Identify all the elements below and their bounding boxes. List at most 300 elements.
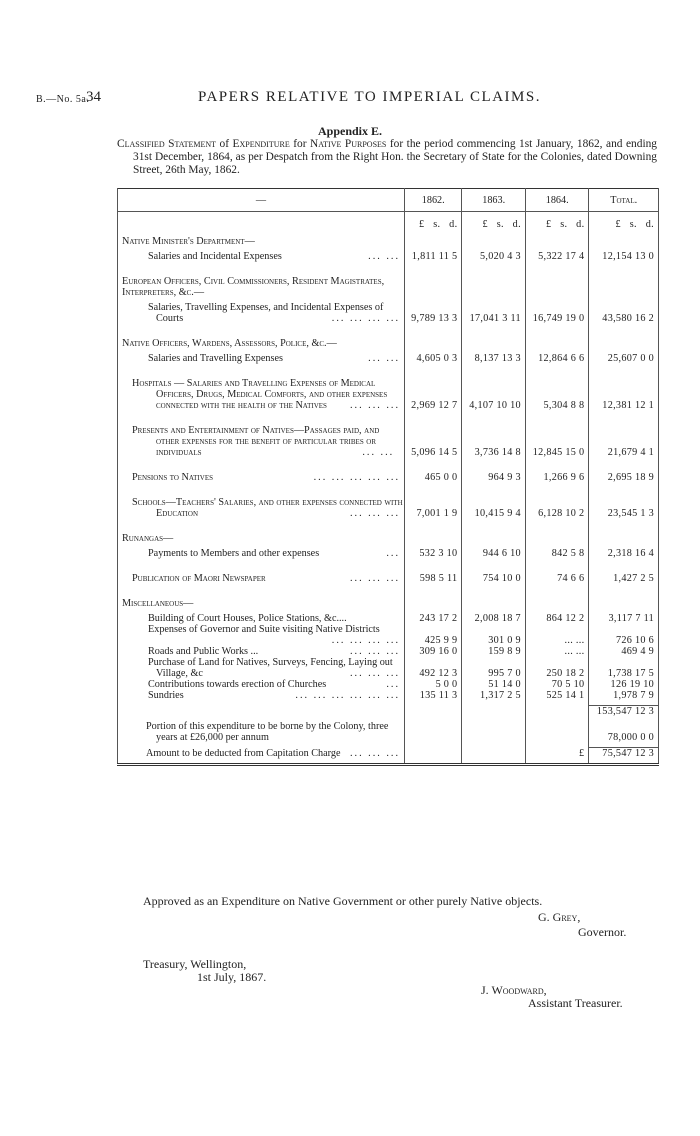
amount-cell: [525, 613, 589, 624]
empty-cell: [405, 338, 462, 349]
amount-cell: [525, 721, 589, 743]
amount-value: 25,607 0 0: [607, 353, 654, 364]
amount-cell: [462, 657, 526, 679]
spacer-cell: [589, 411, 659, 425]
amount-value: 51 14 0: [488, 679, 521, 690]
spacer-cell: [118, 364, 405, 378]
spacer-cell: [589, 584, 659, 598]
amount-cell: [405, 679, 462, 690]
row-label-text: Building of Court Houses, Police Stations, &c....: [148, 613, 347, 624]
leader-dots: ... ... ...: [349, 508, 400, 519]
empty-cell: [462, 236, 526, 247]
section-heading-row: [118, 598, 659, 609]
amount-cell: [462, 548, 526, 559]
amount-value: 2,695 18 9: [607, 472, 654, 483]
row-label-text: Salaries and Travelling Expenses: [148, 353, 283, 364]
spacer-cell: [118, 519, 405, 533]
amount-cell: [589, 302, 659, 324]
empty-cell: [462, 598, 526, 609]
approval-text: Approved as an Expenditure on Native Government or other purely Native objects.: [143, 894, 543, 908]
amount-cell: [462, 425, 526, 458]
amount-value: 250 18 2: [546, 668, 585, 679]
spacer-cell: [525, 458, 589, 472]
spacer-cell: [118, 483, 405, 497]
amount-value: 3,736 14 8: [474, 447, 521, 458]
amount-cell: [405, 302, 462, 324]
table-row: [118, 690, 659, 701]
amount-cell: [462, 302, 526, 324]
amount-value: 21,679 4 1: [607, 447, 654, 458]
empty-cell: [525, 598, 589, 609]
amount-value: 74 6 6: [557, 573, 585, 584]
row-label: [118, 425, 405, 458]
amount-value: 153,547 12 3: [596, 706, 654, 717]
amount-value: 309 16 0: [419, 646, 458, 657]
leader-dots: ... ... ...: [349, 646, 400, 657]
empty-cell: [525, 276, 589, 298]
page-title: PAPERS RELATIVE TO IMPERIAL CLAIMS.: [198, 89, 541, 105]
amount-value: 754 10 0: [482, 573, 521, 584]
amount-cell: [405, 472, 462, 483]
amount-cell: [462, 721, 526, 743]
approver-name: G. Grey,: [538, 910, 581, 924]
amount-cell: [525, 425, 589, 458]
spacer-cell: [405, 458, 462, 472]
row-label-text: Sundries: [148, 690, 184, 701]
spacer-cell: [525, 324, 589, 338]
empty-cell: [589, 276, 659, 298]
empty-cell: [525, 533, 589, 544]
leader-dots: ... ... ...: [349, 747, 400, 759]
leader-dots: ... ... ... ...: [331, 635, 400, 646]
row-label: [118, 613, 405, 624]
amount-cell: [589, 706, 659, 718]
amount-cell: [405, 548, 462, 559]
spacer-cell: [118, 759, 405, 765]
row-label: [118, 378, 405, 411]
statement-intro: [117, 138, 657, 177]
column-header-row: [118, 189, 659, 212]
amount-value: 492 12 3: [419, 668, 458, 679]
amount-value: 425 9 9: [424, 635, 458, 646]
amount-cell: [462, 706, 526, 718]
row-label: [118, 690, 405, 701]
row-label: [118, 646, 405, 657]
amount-cell: [462, 251, 526, 262]
leader-dots: ... ...: [362, 447, 395, 458]
section-heading-row: [118, 276, 659, 298]
table-row: [118, 353, 659, 364]
amount-value: 5,096 14 5: [411, 447, 458, 458]
spacer-cell: [589, 262, 659, 276]
signatory-title: Assistant Treasurer.: [528, 996, 623, 1010]
empty-cell: [405, 236, 462, 247]
spacer-cell: [462, 262, 526, 276]
amount-value: 465 0 0: [424, 472, 458, 483]
row-label-text: Salaries and Incidental Expenses: [148, 251, 282, 262]
page-number: 34: [86, 89, 101, 105]
spacer-cell: [589, 483, 659, 497]
spacer-cell: [525, 519, 589, 533]
empty-cell: [405, 276, 462, 298]
signatory-name: J. Woodward,: [481, 983, 547, 997]
amount-cell: [525, 657, 589, 679]
amount-cell: [462, 690, 526, 701]
amount-cell: [589, 425, 659, 458]
column-header: Total.: [589, 189, 659, 212]
amount-cell: [589, 679, 659, 690]
column-header: 1862.: [405, 189, 462, 212]
empty-cell: [462, 338, 526, 349]
row-label-text: Payments to Members and other expenses: [148, 548, 320, 559]
amount-cell: [405, 646, 462, 657]
section-heading: Miscellaneous—: [118, 598, 405, 609]
amount-cell: [405, 624, 462, 646]
amount-cell: [462, 624, 526, 646]
leader-dots: ... ... ...: [349, 573, 400, 584]
unit-label: £ s. d.: [462, 212, 526, 231]
amount-cell: [405, 425, 462, 458]
table-row: [118, 548, 659, 559]
table-row: [118, 302, 659, 324]
amount-value: 16,749 19 0: [532, 313, 585, 324]
leader-dots: ... ...: [368, 353, 400, 364]
spacer-cell: [405, 519, 462, 533]
amount-cell: [525, 706, 589, 718]
row-label-text: Publication of Maori Newspaper: [132, 573, 266, 584]
leader-dots: ... ... ...: [349, 400, 400, 411]
amount-value: 23,545 1 3: [607, 508, 654, 519]
spacer-cell: [405, 559, 462, 573]
amount-value: 12,864 6 6: [538, 353, 585, 364]
amount-value: 17,041 3 11: [469, 313, 521, 324]
spacer-cell: [462, 364, 526, 378]
spacer-cell: [462, 483, 526, 497]
amount-value: 2,969 12 7: [411, 400, 458, 411]
amount-value: 2,318 16 4: [607, 548, 654, 559]
leader-dots: ... ... ... ...: [331, 313, 400, 324]
spacer-row: [118, 759, 659, 765]
section-heading: European Officers, Civil Commissioners, Resident Magistrates, Interpreters, &c.—: [118, 276, 405, 298]
spacer-cell: [462, 584, 526, 598]
empty-cell: [589, 598, 659, 609]
empty-cell: [462, 276, 526, 298]
spacer-row: [118, 411, 659, 425]
spacer-row: [118, 483, 659, 497]
spacer-cell: [525, 584, 589, 598]
spacer-row: [118, 458, 659, 472]
spacer-cell: [462, 324, 526, 338]
amount-cell: [405, 721, 462, 743]
intro-expenditure: Expenditure: [232, 138, 290, 150]
amount-value: 159 8 9: [488, 646, 521, 657]
leader-dots: ... ... ... ... ... ...: [295, 690, 400, 701]
amount-value: 10,415 9 4: [474, 508, 521, 519]
spacer-cell: [405, 759, 462, 765]
row-label: [118, 353, 405, 364]
intro-of: of: [216, 138, 233, 150]
amount-value: 301 0 9: [488, 635, 521, 646]
row-label-text: Amount to be deducted from Capitation Charge: [146, 747, 341, 759]
intro-rest: for the period commencing 1st January, 1862, and ending 31st December, 1864, as per Despatch from the Right Hon. the Secretary of State for the Colonies, dated Downing Street, 26th May, 1862.: [133, 138, 657, 176]
amount-cell: [462, 497, 526, 519]
table-row: [118, 679, 659, 690]
spacer-cell: [462, 458, 526, 472]
amount-value: 5,322 17 4: [538, 251, 585, 262]
amount-value: 6,128 10 2: [538, 508, 585, 519]
amount-cell: [589, 721, 659, 743]
spacer-cell: [118, 559, 405, 573]
amount-cell: [589, 624, 659, 646]
spacer-cell: [525, 483, 589, 497]
amount-cell: [405, 251, 462, 262]
row-label-text: Roads and Public Works ...: [148, 646, 259, 657]
approver-title: Governor.: [578, 925, 627, 939]
expenditure-table: [117, 188, 659, 766]
amount-value: 532 3 10: [419, 548, 458, 559]
empty-cell: [589, 338, 659, 349]
amount-cell: [405, 613, 462, 624]
column-header: 1863.: [462, 189, 526, 212]
amount-value: 9,789 13 3: [411, 313, 458, 324]
amount-cell: [462, 679, 526, 690]
amount-cell: [462, 353, 526, 364]
amount-value: 8,137 13 3: [474, 353, 521, 364]
spacer-cell: [405, 262, 462, 276]
row-label-text: Salaries, Travelling Expenses, and Incidental Expenses of Courts: [148, 302, 384, 324]
spacer-cell: [118, 411, 405, 425]
amount-cell: [462, 748, 526, 760]
amount-cell: [589, 613, 659, 624]
amount-value: 1,811 11 5: [411, 251, 458, 262]
leader-dots: ...: [386, 548, 400, 559]
row-label: [118, 302, 405, 324]
amount-value: 43,580 16 2: [602, 313, 654, 324]
spacer-cell: [118, 324, 405, 338]
amount-cell: [589, 573, 659, 584]
row-label-text: Contributions towards erection of Churches: [148, 679, 327, 690]
row-label: [118, 657, 405, 679]
spacer-cell: [525, 262, 589, 276]
amount-value: 944 6 10: [482, 548, 521, 559]
section-heading-row: [118, 236, 659, 247]
spacer-row: [118, 559, 659, 573]
amount-value: 7,001 1 9: [416, 508, 458, 519]
amount-value: 4,605 0 3: [416, 353, 458, 364]
amount-value: 5,020 4 3: [480, 251, 521, 262]
amount-cell: [525, 497, 589, 519]
spacer-cell: [405, 411, 462, 425]
leader-dots: ... ...: [368, 251, 400, 262]
amount-value: 2,008 18 7: [474, 613, 521, 624]
table-row: [118, 251, 659, 262]
spacer-cell: [589, 759, 659, 765]
row-label: [118, 497, 405, 519]
spacer-cell: [118, 584, 405, 598]
amount-cell: [525, 302, 589, 324]
amount-cell: [405, 573, 462, 584]
empty-cell: [462, 533, 526, 544]
row-label: [118, 721, 405, 743]
amount-value: ... ...: [564, 646, 585, 657]
spacer-cell: [525, 364, 589, 378]
amount-cell: [589, 353, 659, 364]
unit-label: £ s. d.: [589, 212, 659, 231]
amount-cell: [589, 748, 659, 760]
spacer-cell: [589, 559, 659, 573]
amount-value: 1,266 9 6: [543, 472, 585, 483]
spacer-row: [118, 519, 659, 533]
amount-cell: [405, 657, 462, 679]
table-row: [118, 657, 659, 679]
amount-cell: [525, 624, 589, 646]
appendix-heading: Appendix E.: [317, 124, 383, 138]
unit-row: [118, 212, 659, 231]
amount-cell: [525, 353, 589, 364]
amount-cell: [525, 748, 589, 760]
table-row: [118, 378, 659, 411]
amount-cell: [462, 613, 526, 624]
amount-value: 78,000 0 0: [607, 732, 654, 743]
row-label: [118, 251, 405, 262]
spacer-row: [118, 324, 659, 338]
intro-native-purposes: Native Purposes: [310, 138, 387, 150]
amount-cell: [589, 690, 659, 701]
row-label: [118, 472, 405, 483]
amount-cell: [525, 378, 589, 411]
column-header: 1864.: [525, 189, 589, 212]
amount-value: 1,978 7 9: [613, 690, 654, 701]
section-heading-row: [118, 533, 659, 544]
amount-value: 1,317 2 5: [480, 690, 521, 701]
row-label-text: Purchase of Land for Natives, Surveys, Fencing, Laying out Village, &c: [148, 657, 393, 679]
amount-value: ... ...: [564, 635, 585, 646]
spacer-cell: [405, 364, 462, 378]
amount-cell: [589, 378, 659, 411]
amount-cell: [525, 646, 589, 657]
amount-cell: [462, 646, 526, 657]
table-row: [118, 573, 659, 584]
spacer-row: [118, 262, 659, 276]
amount-value: 12,154 13 0: [602, 251, 654, 262]
spacer-cell: [118, 262, 405, 276]
place-date: 1st July, 1867.: [197, 970, 267, 984]
section-heading: Native Minister's Department—: [118, 236, 405, 247]
spacer-cell: [462, 411, 526, 425]
row-label-text: Portion of this expenditure to be borne by the Colony, three years at £26,000 per annum: [146, 721, 389, 743]
spacer-cell: [589, 364, 659, 378]
amount-cell: [589, 646, 659, 657]
amount-value: 243 17 2: [419, 613, 458, 624]
amount-value: 12,845 15 0: [532, 447, 585, 458]
amount-value: 864 12 2: [546, 613, 585, 624]
amount-cell: [525, 573, 589, 584]
section-heading: Native Officers, Wardens, Assessors, Police, &c.—: [118, 338, 405, 349]
amount-cell: [525, 679, 589, 690]
amount-cell: [405, 748, 462, 760]
document-reference: B.—No. 5a.: [36, 94, 90, 105]
unit-spacer: [118, 212, 405, 231]
amount-cell: [462, 378, 526, 411]
spacer-cell: [118, 458, 405, 472]
unit-label: £ s. d.: [525, 212, 589, 231]
amount-cell: [589, 472, 659, 483]
section-heading-row: [118, 338, 659, 349]
row-label-text: Schools—Teachers' Salaries, and other expenses connected with Education: [132, 497, 403, 519]
spacer-cell: [462, 559, 526, 573]
amount-cell: [589, 657, 659, 679]
spacer-cell: [589, 324, 659, 338]
empty-cell: [589, 236, 659, 247]
table-row: [118, 613, 659, 624]
intro-for: for: [289, 138, 311, 150]
amount-cell: [589, 497, 659, 519]
amount-cell: [589, 548, 659, 559]
column-header: —: [118, 189, 405, 212]
amount-value: 75,547 12 3: [602, 748, 654, 759]
amount-cell: [462, 472, 526, 483]
table-row: [118, 646, 659, 657]
amount-value: 995 7 0: [488, 668, 521, 679]
amount-cell: [405, 690, 462, 701]
empty-cell: [525, 338, 589, 349]
leader-dots: ... ... ... ... ...: [313, 472, 400, 483]
colony-portion-row: [118, 721, 659, 743]
table-row: [118, 472, 659, 483]
row-label: [118, 548, 405, 559]
section-heading: Runangas—: [118, 533, 405, 544]
row-label-text: Presents and Entertainment of Natives—Passages paid, and other expenses for the benefit of particular tribes or individuals: [132, 425, 380, 458]
amount-value: 70 5 10: [551, 679, 585, 690]
place-line-1: Treasury, Wellington,: [143, 957, 247, 971]
amount-cell: [589, 251, 659, 262]
row-label: [118, 748, 405, 760]
subtotal-row: [118, 706, 659, 718]
spacer-cell: [525, 559, 589, 573]
empty-cell: [405, 533, 462, 544]
leader-dots: ... ... ...: [349, 668, 400, 679]
empty-cell: [405, 598, 462, 609]
amount-value: 964 9 3: [488, 472, 521, 483]
row-label-text: Expenses of Governor and Suite visiting Native Districts: [148, 624, 380, 635]
amount-value: 12,381 12 1: [602, 400, 654, 411]
amount-value: 726 10 6: [615, 635, 654, 646]
amount-value: 598 5 11: [419, 573, 458, 584]
amount-value: 135 11 3: [419, 690, 458, 701]
amount-cell: [405, 353, 462, 364]
currency-symbol: £: [579, 748, 585, 759]
spacer-cell: [525, 411, 589, 425]
table-row: [118, 497, 659, 519]
spacer-cell: [525, 759, 589, 765]
empty-cell: [525, 236, 589, 247]
unit-label: £ s. d.: [405, 212, 462, 231]
row-label: [118, 679, 405, 690]
amount-value: 525 14 1: [546, 690, 585, 701]
empty-cell: [589, 533, 659, 544]
table-row: [118, 624, 659, 646]
row-label-text: Pensions to Natives: [132, 472, 213, 483]
spacer-cell: [589, 519, 659, 533]
spacer-cell: [462, 759, 526, 765]
amount-value: 4,107 10 10: [469, 400, 521, 411]
spacer-cell: [589, 458, 659, 472]
row-label: [118, 624, 405, 646]
amount-cell: [525, 472, 589, 483]
row-label: [118, 706, 405, 718]
amount-value: 5,304 8 8: [543, 400, 585, 411]
amount-value: 5 0 0: [435, 679, 458, 690]
